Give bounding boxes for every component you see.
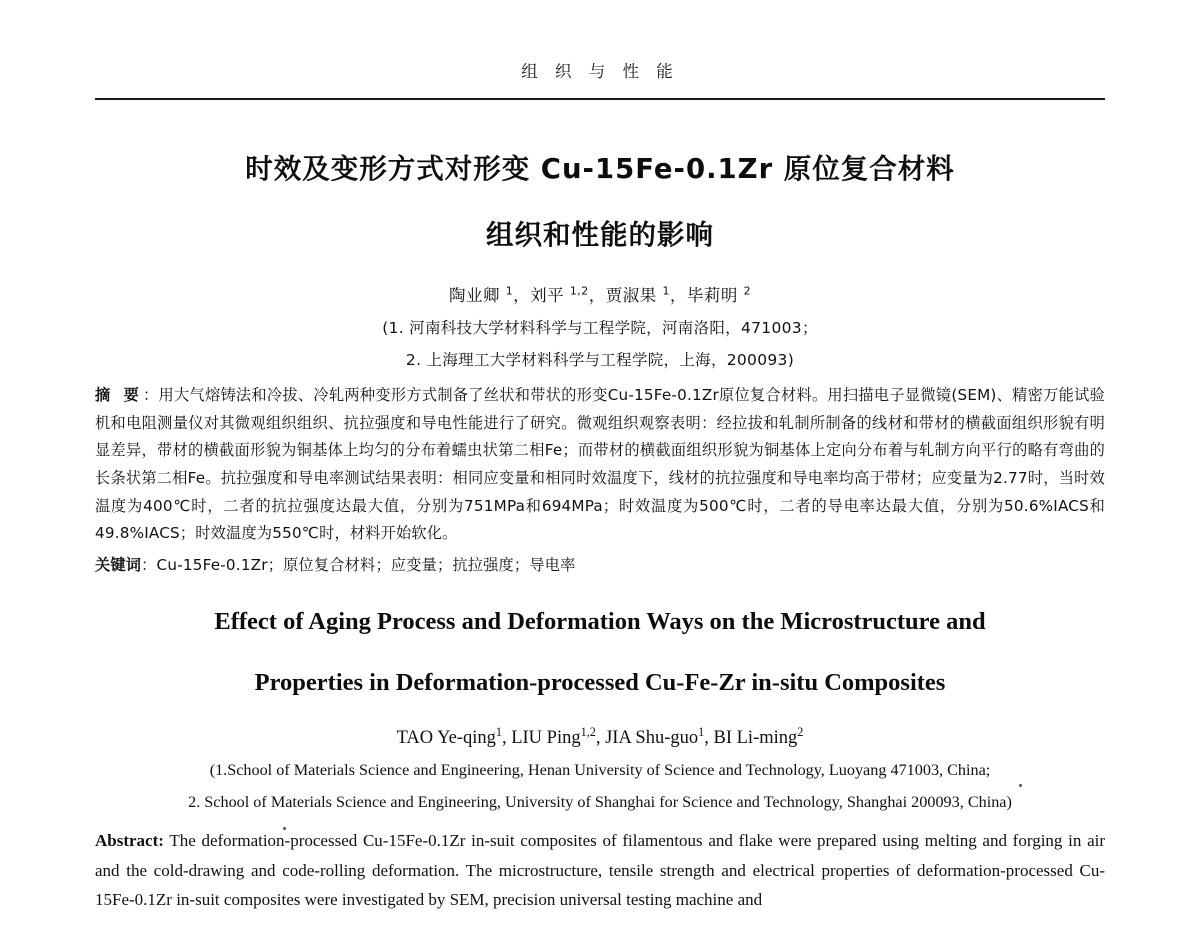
english-abstract-label: Abstract:: [95, 831, 164, 851]
english-affiliation-1: (1.School of Materials Science and Engineering, Henan University of Science and Technology, Luoyang 471003, China;: [209, 761, 991, 780]
chinese-author-list: 陶业卿 $^1$，刘平 $^{1,2}$，贾淑果 $^1$，毕莉明 $^2$: [448, 284, 752, 305]
running-head: 组 织 与 性 能: [521, 62, 679, 81]
author-affil-marker: 1,2: [580, 725, 596, 740]
english-abstract-text: The deformation-processed Cu-15Fe-0.1Zr in-suit composites of filamentous and flake were prepared using melting and forging in air and the cold-drawing and code-rolling deformation. The microstructure, tensile strength and electrical properties of deformation-processed Cu-15Fe-0.1Zr in-suit composites were investigated by SEM, precision universal testing machine and: [95, 831, 1105, 910]
author-affil-marker: 2: [743, 284, 752, 298]
chinese-abstract-label: 摘 要: [95, 386, 143, 404]
english-author-list: TAO Ye-qing$^1$, LIU Ping$^{1,2}$, JIA Shu-guo$^1$, BI Li-ming$^2$: [396, 725, 804, 749]
chinese-keywords-text: ：Cu-15Fe-0.1Zr；原位复合材料；应变量；抗拉强度；导电率: [141, 555, 576, 574]
english-title-line-2: Properties in Deformation-processed Cu-Fe-Zr in-situ Composites: [254, 669, 946, 696]
scan-artifact-dot: [1019, 784, 1022, 787]
author-affil-marker: 1: [698, 725, 705, 740]
author-affil-marker: 1: [505, 284, 514, 298]
chinese-keywords-label: 关键词: [95, 555, 142, 574]
chinese-abstract: [95, 382, 1105, 548]
author-affil-marker: 1,2: [569, 284, 589, 298]
chinese-title-line-2: 组织和性能的影响: [486, 219, 714, 251]
chinese-affiliation-1: (1. 河南科技大学材料科学与工程学院，河南洛阳，471003；: [382, 319, 818, 337]
author-affil-marker: 2: [797, 725, 804, 740]
english-title: [95, 605, 1105, 699]
scan-artifact-dot: [283, 827, 286, 830]
english-title-line-1: Effect of Aging Process and Deformation Ways on the Microstructure and: [214, 607, 986, 635]
english-affiliation-2: 2. School of Materials Science and Engineering, University of Shanghai for Science and Technology, Shanghai 200093, China): [188, 793, 1012, 812]
author-affil-marker: 1: [662, 284, 670, 298]
chinese-abstract-text: ：用大气熔铸法和冷拔、冷轧两种变形方式制备了丝状和带状的形变Cu-15Fe-0.1Zr原位复合材料。用扫描电子显微镜(SEM)、精密万能试验机和电阻测量仪对其微观组织组织、抗拉强度和导电性能进行了研究。微观组织观察表明：经拉拔和轧制所制备的线材和带材的横截面组织形貌有明显差异，带材的横截面形貌为铜基体上均匀的分布着蠕虫状第二相Fe；而带材的横截面组织形貌为铜基体上定向分布着与轧制方向平行的略有弯曲的长条状第二相Fe。抗拉强度和导电率测试结果表明：相同应变量和相同时效温度下，线材的抗拉强度和导电率均高于带材；应变量为2.77时，当时效温度为400℃时，二者的抗拉强度达最大值，分别为751MPa和694MPa；时效温度为500℃时，二者的导电率达最大值，分别为50.6%IACS和49.8%IACS；时效温度为550℃时，材料开始软化。: [95, 386, 1105, 543]
chinese-affiliation-2: 2. 上海理工大学材料科学与工程学院，上海，200093): [405, 351, 795, 369]
english-abstract: [95, 826, 1105, 915]
chinese-title: [95, 146, 1105, 252]
chinese-title-line-1: 时效及变形方式对形变 Cu-15Fe-0.1Zr 原位复合材料: [245, 153, 955, 185]
chinese-keywords: [95, 554, 1105, 575]
header-divider: [95, 98, 1105, 100]
author-affil-marker: 1: [495, 725, 502, 740]
